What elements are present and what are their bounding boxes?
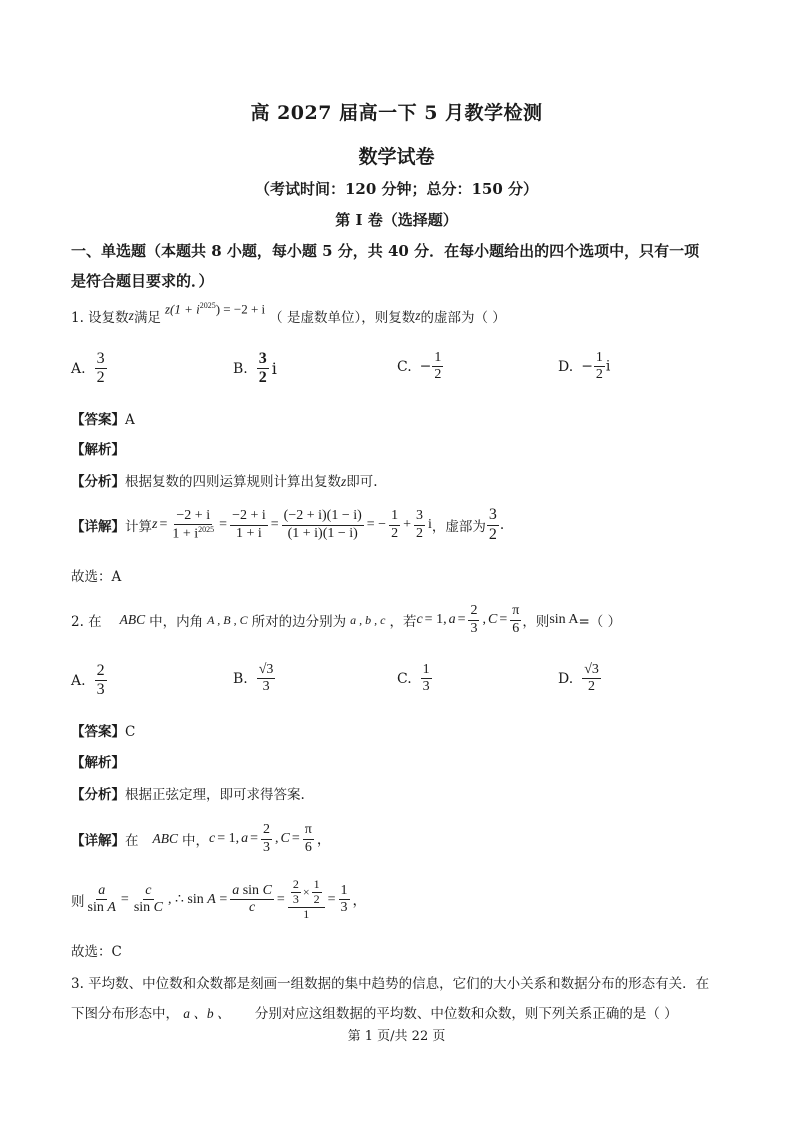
q2-detail-given: c = 1, a = $\frac{2}{3}$ , C = $\frac{\pi}{6}$ ， <box>209 822 331 855</box>
q1-suffix: （ 是虚数单位），则复数 <box>269 310 416 326</box>
q2-derivation: 则 $\frac{a}{\text{sin A}}$ = $\frac{c}{\text{sin C}}$ , ∴ sin A = $\frac{\text{a sin C}}{c}$ = $\frac{2}{3}$ × $\frac{1}{2}$ 1 = $\frac{1}{3}$ ， <box>71 877 367 921</box>
q2-option-c[interactable]: C. $\frac{1}{3}$ <box>397 662 430 695</box>
q1-mid: 满足 <box>133 310 161 326</box>
q1-analysis-tag: 【解析】 <box>71 442 125 458</box>
page-number: 第 1 页/共 22 页 <box>347 1029 446 1044</box>
q1-detail-formula: z = $\frac{-2 + i}{1 + i^{2025}}$ = $\frac{-2 + i}{1 + i}$ = $\frac{(-2 + i)(1 - i)}{(1 + i)(1 - i)}$ = − $\frac{1}{2}$ + $\frac{3}{2}$ i <box>152 507 432 542</box>
q2-derivation-formula: $\frac{a}{\text{sin A}}$ = $\frac{c}{\text{sin C}}$ , ∴ sin A = $\frac{\text{a sin C}}{c}$ = $\frac{2}{3}$ × $\frac{1}{2}$ 1 = $\frac{1}{3}$ ， <box>87 877 367 921</box>
q2-conclusion: 故选：C <box>71 944 122 960</box>
q1-conclusion: 故选：A <box>71 569 122 585</box>
q1-fenxi: 【分析】根据复数的四则运算规则计算出复数z即可. <box>71 474 378 490</box>
exam-subtitle: 数学试卷 <box>358 146 435 168</box>
q2-condition: c = 1, a = $\frac{2}{3}$ , C = $\frac{\pi}{6}$ <box>416 603 520 636</box>
q2-detail: 【详解】 在 ABC 中， c = 1, a = $\frac{2}{3}$ , C = $\frac{\pi}{6}$ ， <box>71 822 331 855</box>
q1-equation: $z(1 + i^{2025}) = -2 + i$ <box>164 300 266 317</box>
section-instruction-line2: 是符合题目要求的．） <box>71 272 214 290</box>
q1-suffix-var: z <box>415 308 421 323</box>
section-instruction-line1: 一、单选题（本题共 8 小题，每小题 5 分，共 40 分．在每小题给出的四个选项中，只有一项 <box>71 242 700 260</box>
q2-answer: 【答案】C <box>71 724 136 740</box>
question-3-line2: 下图分布形态中， a 、b 、 分别对应这组数据的平均数、中位数和众数，则下列关系正确的是（ ） <box>71 1006 678 1022</box>
question-3-line1: 3. 平均数、中位数和众数都是刻画一组数据的集中趋势的信息，它们的大小关系和数据分布的形态有关．在 <box>71 976 710 992</box>
volume-heading: 第 I 卷（选择题） <box>335 211 458 229</box>
q1-detail: 【详解】 计算 z = $\frac{-2 + i}{1 + i^{2025}}$ = $\frac{-2 + i}{1 + i}$ = $\frac{(-2 + i)(1 - i)}{(1 + i)(1 - i)}$ = − $\frac{1}{2}$ + $\frac{3}{2}$ i ，虚部为 $\frac{3}{2}$ . <box>71 506 505 543</box>
question-1-stem <box>71 300 506 326</box>
q2-analysis-tag: 【解析】 <box>71 755 125 771</box>
q1-answer: 【答案】A <box>71 412 135 428</box>
q2-option-b[interactable]: B. $\frac{√3}{3}$ <box>233 662 274 695</box>
q1-suffix-end: 的虚部为（ ） <box>420 310 506 326</box>
exam-info: （考试时间：120 分钟；总分：150 分） <box>254 180 539 198</box>
q1-option-c[interactable]: C. − $\frac{1}{2}$ <box>397 350 442 383</box>
q1-var: z <box>128 308 134 323</box>
q1-option-a[interactable]: A. $\frac{3}{2}$ <box>71 350 105 387</box>
q2-fenxi: 【分析】根据正弦定理，即可求得答案. <box>71 787 305 803</box>
q2-option-a[interactable]: A. $\frac{2}{3}$ <box>71 662 105 699</box>
exam-title: 高 2027 届高一下 5 月教学检测 <box>250 102 543 124</box>
q1-prefix: 1. 设复数 <box>71 310 129 326</box>
question-2-stem: 2. 在 ABC 中，内角 A , B , C 所对的边分别为 a , b , c ，若 c = 1, a = $\frac{2}{3}$ , C = $\frac{\pi}{6}$ ，则 sin A =（ ） <box>71 603 622 636</box>
q2-option-d[interactable]: D. $\frac{√3}{2}$ <box>558 662 599 695</box>
q1-option-b[interactable]: B. $\frac{3}{2}$ i <box>233 350 277 387</box>
q1-option-d[interactable]: D. − $\frac{1}{2}$ i <box>558 350 611 383</box>
